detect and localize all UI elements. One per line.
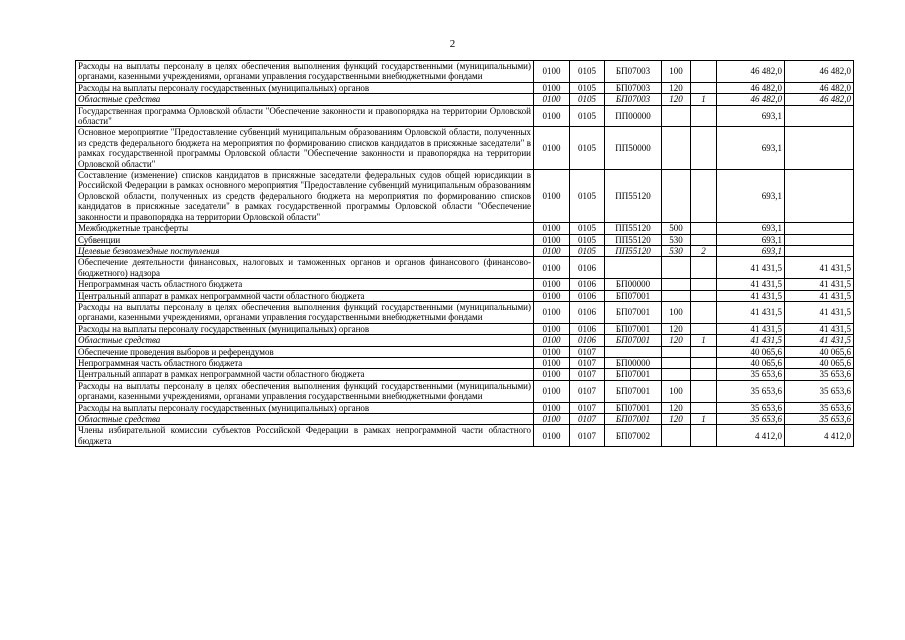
- expense-type-cell: [662, 257, 691, 279]
- subsection-code-cell: 0105: [570, 223, 605, 234]
- subsection-code-cell: 0105: [570, 170, 605, 223]
- amount-cell: 4 412,0: [717, 425, 785, 447]
- amount-secondary-cell: 41 431,5: [785, 257, 854, 279]
- section-code-cell: 0100: [534, 170, 570, 223]
- expense-type-cell: 100: [662, 380, 691, 402]
- table-row: [76, 105, 854, 127]
- amount-secondary-cell: 35 653,6: [785, 414, 854, 425]
- funding-source-cell: 1: [691, 335, 717, 346]
- subsection-code-cell: 0105: [570, 105, 605, 127]
- target-article-cell: ПП55120: [605, 223, 662, 234]
- funding-source-cell: [691, 257, 717, 279]
- amount-cell: 41 431,5: [717, 257, 785, 279]
- table-row: [76, 279, 854, 290]
- expense-name-cell: Центральный аппарат в рамках непрограммной части областного бюджета: [76, 369, 534, 380]
- expense-name-cell: Составление (изменение) списков кандидатов в присяжные заседатели федеральных судов общей юрисдикции в Российской Федерации в рамках основного мероприятия "Предоставление субвенций муниципальным образованиям Орловской области, полученных из средств федерального бюджета на мероприятия по формированию списков кандидатов в присяжные заседатели" в рамках государственной программы Орловской области "Обеспечение законности и правопорядка на территории Орловской области": [76, 170, 534, 223]
- amount-cell: 693,1: [717, 223, 785, 234]
- funding-source-cell: [691, 346, 717, 357]
- target-article-cell: БП07003: [605, 61, 662, 83]
- subsection-code-cell: 0106: [570, 257, 605, 279]
- expense-type-cell: 120: [662, 94, 691, 105]
- section-code-cell: 0100: [534, 323, 570, 334]
- expense-name-cell: Государственная программа Орловской области "Обеспечение законности и правопорядка на территории Орловской области": [76, 105, 534, 127]
- target-article-cell: [605, 346, 662, 357]
- table-row: [76, 346, 854, 357]
- section-code-cell: 0100: [534, 234, 570, 245]
- page-number: 2: [449, 38, 456, 50]
- target-article-cell: БП07001: [605, 380, 662, 402]
- expense-type-cell: [662, 357, 691, 368]
- section-code-cell: 0100: [534, 61, 570, 83]
- expense-type-cell: 120: [662, 82, 691, 93]
- subsection-code-cell: 0107: [570, 402, 605, 413]
- subsection-code-cell: 0106: [570, 290, 605, 301]
- subsection-code-cell: 0106: [570, 279, 605, 290]
- table-row: [76, 357, 854, 368]
- section-code-cell: 0100: [534, 301, 570, 323]
- amount-cell: 46 482,0: [717, 82, 785, 93]
- expense-name-cell: Областные средства: [76, 335, 534, 346]
- funding-source-cell: 2: [691, 245, 717, 256]
- subsection-code-cell: 0105: [570, 61, 605, 83]
- expense-name-cell: Обеспечение проведения выборов и референдумов: [76, 346, 534, 357]
- section-code-cell: 0100: [534, 290, 570, 301]
- funding-source-cell: [691, 105, 717, 127]
- amount-secondary-cell: 35 653,6: [785, 380, 854, 402]
- table-row: [76, 223, 854, 234]
- amount-cell: 41 431,5: [717, 335, 785, 346]
- amount-secondary-cell: [785, 170, 854, 223]
- amount-cell: 41 431,5: [717, 323, 785, 334]
- funding-source-cell: [691, 402, 717, 413]
- amount-cell: 35 653,6: [717, 414, 785, 425]
- amount-secondary-cell: [785, 245, 854, 256]
- section-code-cell: 0100: [534, 245, 570, 256]
- expense-type-cell: [662, 346, 691, 357]
- table-row: [76, 245, 854, 256]
- amount-cell: 46 482,0: [717, 94, 785, 105]
- amount-secondary-cell: 40 065,6: [785, 357, 854, 368]
- target-article-cell: ПП50000: [605, 127, 662, 170]
- amount-secondary-cell: 41 431,5: [785, 290, 854, 301]
- amount-secondary-cell: [785, 127, 854, 170]
- expense-name-cell: Межбюджетные трансферты: [76, 223, 534, 234]
- amount-cell: 693,1: [717, 234, 785, 245]
- expense-type-cell: [662, 127, 691, 170]
- expense-name-cell: Расходы на выплаты персоналу государственных (муниципальных) органов: [76, 323, 534, 334]
- target-article-cell: БП07001: [605, 323, 662, 334]
- expense-name-cell: Непрограммная часть областного бюджета: [76, 357, 534, 368]
- expense-type-cell: 530: [662, 234, 691, 245]
- table-row: [76, 335, 854, 346]
- expense-type-cell: 120: [662, 414, 691, 425]
- amount-cell: 46 482,0: [717, 61, 785, 83]
- expense-name-cell: Члены избирательной комиссии субъектов Российской Федерации в рамках непрограммной части областного бюджета: [76, 425, 534, 447]
- table-row: [76, 234, 854, 245]
- table-row: [76, 170, 854, 223]
- expense-type-cell: 100: [662, 61, 691, 83]
- funding-source-cell: [691, 170, 717, 223]
- subsection-code-cell: 0107: [570, 425, 605, 447]
- budget-table-body: [76, 61, 854, 447]
- amount-secondary-cell: 46 482,0: [785, 82, 854, 93]
- target-article-cell: БП07002: [605, 425, 662, 447]
- target-article-cell: ПП55120: [605, 170, 662, 223]
- target-article-cell: БП07001: [605, 402, 662, 413]
- funding-source-cell: [691, 82, 717, 93]
- expense-name-cell: Областные средства: [76, 94, 534, 105]
- amount-cell: 41 431,5: [717, 301, 785, 323]
- amount-secondary-cell: 41 431,5: [785, 323, 854, 334]
- expense-name-cell: Непрограммная часть областного бюджета: [76, 279, 534, 290]
- section-code-cell: 0100: [534, 380, 570, 402]
- amount-cell: 40 065,6: [717, 346, 785, 357]
- subsection-code-cell: 0105: [570, 82, 605, 93]
- amount-secondary-cell: 41 431,5: [785, 279, 854, 290]
- table-row: [76, 402, 854, 413]
- amount-secondary-cell: [785, 234, 854, 245]
- section-code-cell: 0100: [534, 257, 570, 279]
- funding-source-cell: [691, 380, 717, 402]
- target-article-cell: ПП55120: [605, 234, 662, 245]
- target-article-cell: БП07003: [605, 94, 662, 105]
- amount-cell: 41 431,5: [717, 290, 785, 301]
- subsection-code-cell: 0107: [570, 369, 605, 380]
- expense-type-cell: 530: [662, 245, 691, 256]
- amount-secondary-cell: 35 653,6: [785, 402, 854, 413]
- target-article-cell: БП07001: [605, 369, 662, 380]
- funding-source-cell: [691, 61, 717, 83]
- expense-type-cell: [662, 425, 691, 447]
- amount-secondary-cell: [785, 105, 854, 127]
- expense-name-cell: Центральный аппарат в рамках непрограммной части областного бюджета: [76, 290, 534, 301]
- amount-secondary-cell: 35 653,6: [785, 369, 854, 380]
- funding-source-cell: 1: [691, 94, 717, 105]
- expense-type-cell: [662, 369, 691, 380]
- expense-name-cell: Субвенции: [76, 234, 534, 245]
- funding-source-cell: [691, 223, 717, 234]
- funding-source-cell: [691, 357, 717, 368]
- amount-secondary-cell: 41 431,5: [785, 335, 854, 346]
- amount-cell: 693,1: [717, 105, 785, 127]
- target-article-cell: БП07001: [605, 335, 662, 346]
- funding-source-cell: [691, 127, 717, 170]
- funding-source-cell: [691, 323, 717, 334]
- amount-secondary-cell: 46 482,0: [785, 94, 854, 105]
- table-row: [76, 301, 854, 323]
- budget-table: [75, 60, 854, 447]
- expense-name-cell: Обеспечение деятельности финансовых, налоговых и таможенных органов и органов финансового (финансово-бюджетного) надзора: [76, 257, 534, 279]
- table-row: [76, 380, 854, 402]
- amount-cell: 35 653,6: [717, 369, 785, 380]
- amount-secondary-cell: 40 065,6: [785, 346, 854, 357]
- expense-type-cell: 100: [662, 301, 691, 323]
- section-code-cell: 0100: [534, 223, 570, 234]
- funding-source-cell: [691, 234, 717, 245]
- funding-source-cell: [691, 301, 717, 323]
- expense-name-cell: Расходы на выплаты персоналу в целях обеспечения выполнения функций государственными (муниципальными) органами, казенными учреждениями, органами управления государственными внебюджетными фондами: [76, 301, 534, 323]
- section-code-cell: 0100: [534, 82, 570, 93]
- subsection-code-cell: 0105: [570, 94, 605, 105]
- amount-cell: 40 065,6: [717, 357, 785, 368]
- expense-name-cell: Основное мероприятие "Предоставление субвенций муниципальным образованиям Орловской области, полученных из средств федерального бюджета на мероприятия по формированию списков кандидатов в присяжные заседатели" в рамках государственной программы Орловской области "Обеспечение законности и правопорядка на территории Орловской области": [76, 127, 534, 170]
- amount-cell: 693,1: [717, 245, 785, 256]
- amount-cell: 693,1: [717, 170, 785, 223]
- expense-type-cell: 500: [662, 223, 691, 234]
- amount-cell: 35 653,6: [717, 380, 785, 402]
- section-code-cell: 0100: [534, 357, 570, 368]
- amount-secondary-cell: 46 482,0: [785, 61, 854, 83]
- table-row: [76, 425, 854, 447]
- expense-name-cell: Областные средства: [76, 414, 534, 425]
- amount-secondary-cell: [785, 223, 854, 234]
- funding-source-cell: 1: [691, 414, 717, 425]
- section-code-cell: 0100: [534, 105, 570, 127]
- target-article-cell: ПП00000: [605, 105, 662, 127]
- target-article-cell: ПП55120: [605, 245, 662, 256]
- table-row: [76, 290, 854, 301]
- expense-name-cell: Расходы на выплаты персоналу государственных (муниципальных) органов: [76, 82, 534, 93]
- subsection-code-cell: 0107: [570, 414, 605, 425]
- amount-cell: 693,1: [717, 127, 785, 170]
- table-row: [76, 323, 854, 334]
- expense-type-cell: [662, 170, 691, 223]
- expense-name-cell: Расходы на выплаты персоналу в целях обеспечения выполнения функций государственными (муниципальными) органами, казенными учреждениями, органами управления государственными внебюджетными фондами: [76, 380, 534, 402]
- subsection-code-cell: 0105: [570, 245, 605, 256]
- section-code-cell: 0100: [534, 94, 570, 105]
- amount-secondary-cell: 41 431,5: [785, 301, 854, 323]
- subsection-code-cell: 0106: [570, 323, 605, 334]
- expense-name-cell: Расходы на выплаты персоналу государственных (муниципальных) органов: [76, 402, 534, 413]
- expense-type-cell: 120: [662, 335, 691, 346]
- amount-cell: 41 431,5: [717, 279, 785, 290]
- target-article-cell: БП00000: [605, 279, 662, 290]
- subsection-code-cell: 0106: [570, 335, 605, 346]
- subsection-code-cell: 0107: [570, 346, 605, 357]
- expense-type-cell: 120: [662, 402, 691, 413]
- amount-cell: 35 653,6: [717, 402, 785, 413]
- funding-source-cell: [691, 279, 717, 290]
- target-article-cell: БП07001: [605, 290, 662, 301]
- funding-source-cell: [691, 290, 717, 301]
- target-article-cell: БП07001: [605, 301, 662, 323]
- table-row: [76, 61, 854, 83]
- section-code-cell: 0100: [534, 346, 570, 357]
- table-row: [76, 257, 854, 279]
- subsection-code-cell: 0107: [570, 380, 605, 402]
- subsection-code-cell: 0105: [570, 234, 605, 245]
- funding-source-cell: [691, 425, 717, 447]
- section-code-cell: 0100: [534, 279, 570, 290]
- target-article-cell: БП07003: [605, 82, 662, 93]
- section-code-cell: 0100: [534, 127, 570, 170]
- amount-secondary-cell: 4 412,0: [785, 425, 854, 447]
- section-code-cell: 0100: [534, 402, 570, 413]
- target-article-cell: БП07001: [605, 414, 662, 425]
- table-row: [76, 414, 854, 425]
- section-code-cell: 0100: [534, 369, 570, 380]
- section-code-cell: 0100: [534, 425, 570, 447]
- section-code-cell: 0100: [534, 414, 570, 425]
- expense-type-cell: 120: [662, 323, 691, 334]
- subsection-code-cell: 0106: [570, 301, 605, 323]
- table-row: [76, 94, 854, 105]
- target-article-cell: [605, 257, 662, 279]
- table-row: [76, 82, 854, 93]
- expense-name-cell: Целевые безвозмездные поступления: [76, 245, 534, 256]
- section-code-cell: 0100: [534, 335, 570, 346]
- target-article-cell: БП00000: [605, 357, 662, 368]
- table-row: [76, 127, 854, 170]
- expense-type-cell: [662, 105, 691, 127]
- expense-name-cell: Расходы на выплаты персоналу в целях обеспечения выполнения функций государственными (муниципальными) органами, казенными учреждениями, органами управления государственными внебюджетными фондами: [76, 61, 534, 83]
- expense-type-cell: [662, 290, 691, 301]
- funding-source-cell: [691, 369, 717, 380]
- subsection-code-cell: 0105: [570, 127, 605, 170]
- expense-type-cell: [662, 279, 691, 290]
- subsection-code-cell: 0107: [570, 357, 605, 368]
- table-row: [76, 369, 854, 380]
